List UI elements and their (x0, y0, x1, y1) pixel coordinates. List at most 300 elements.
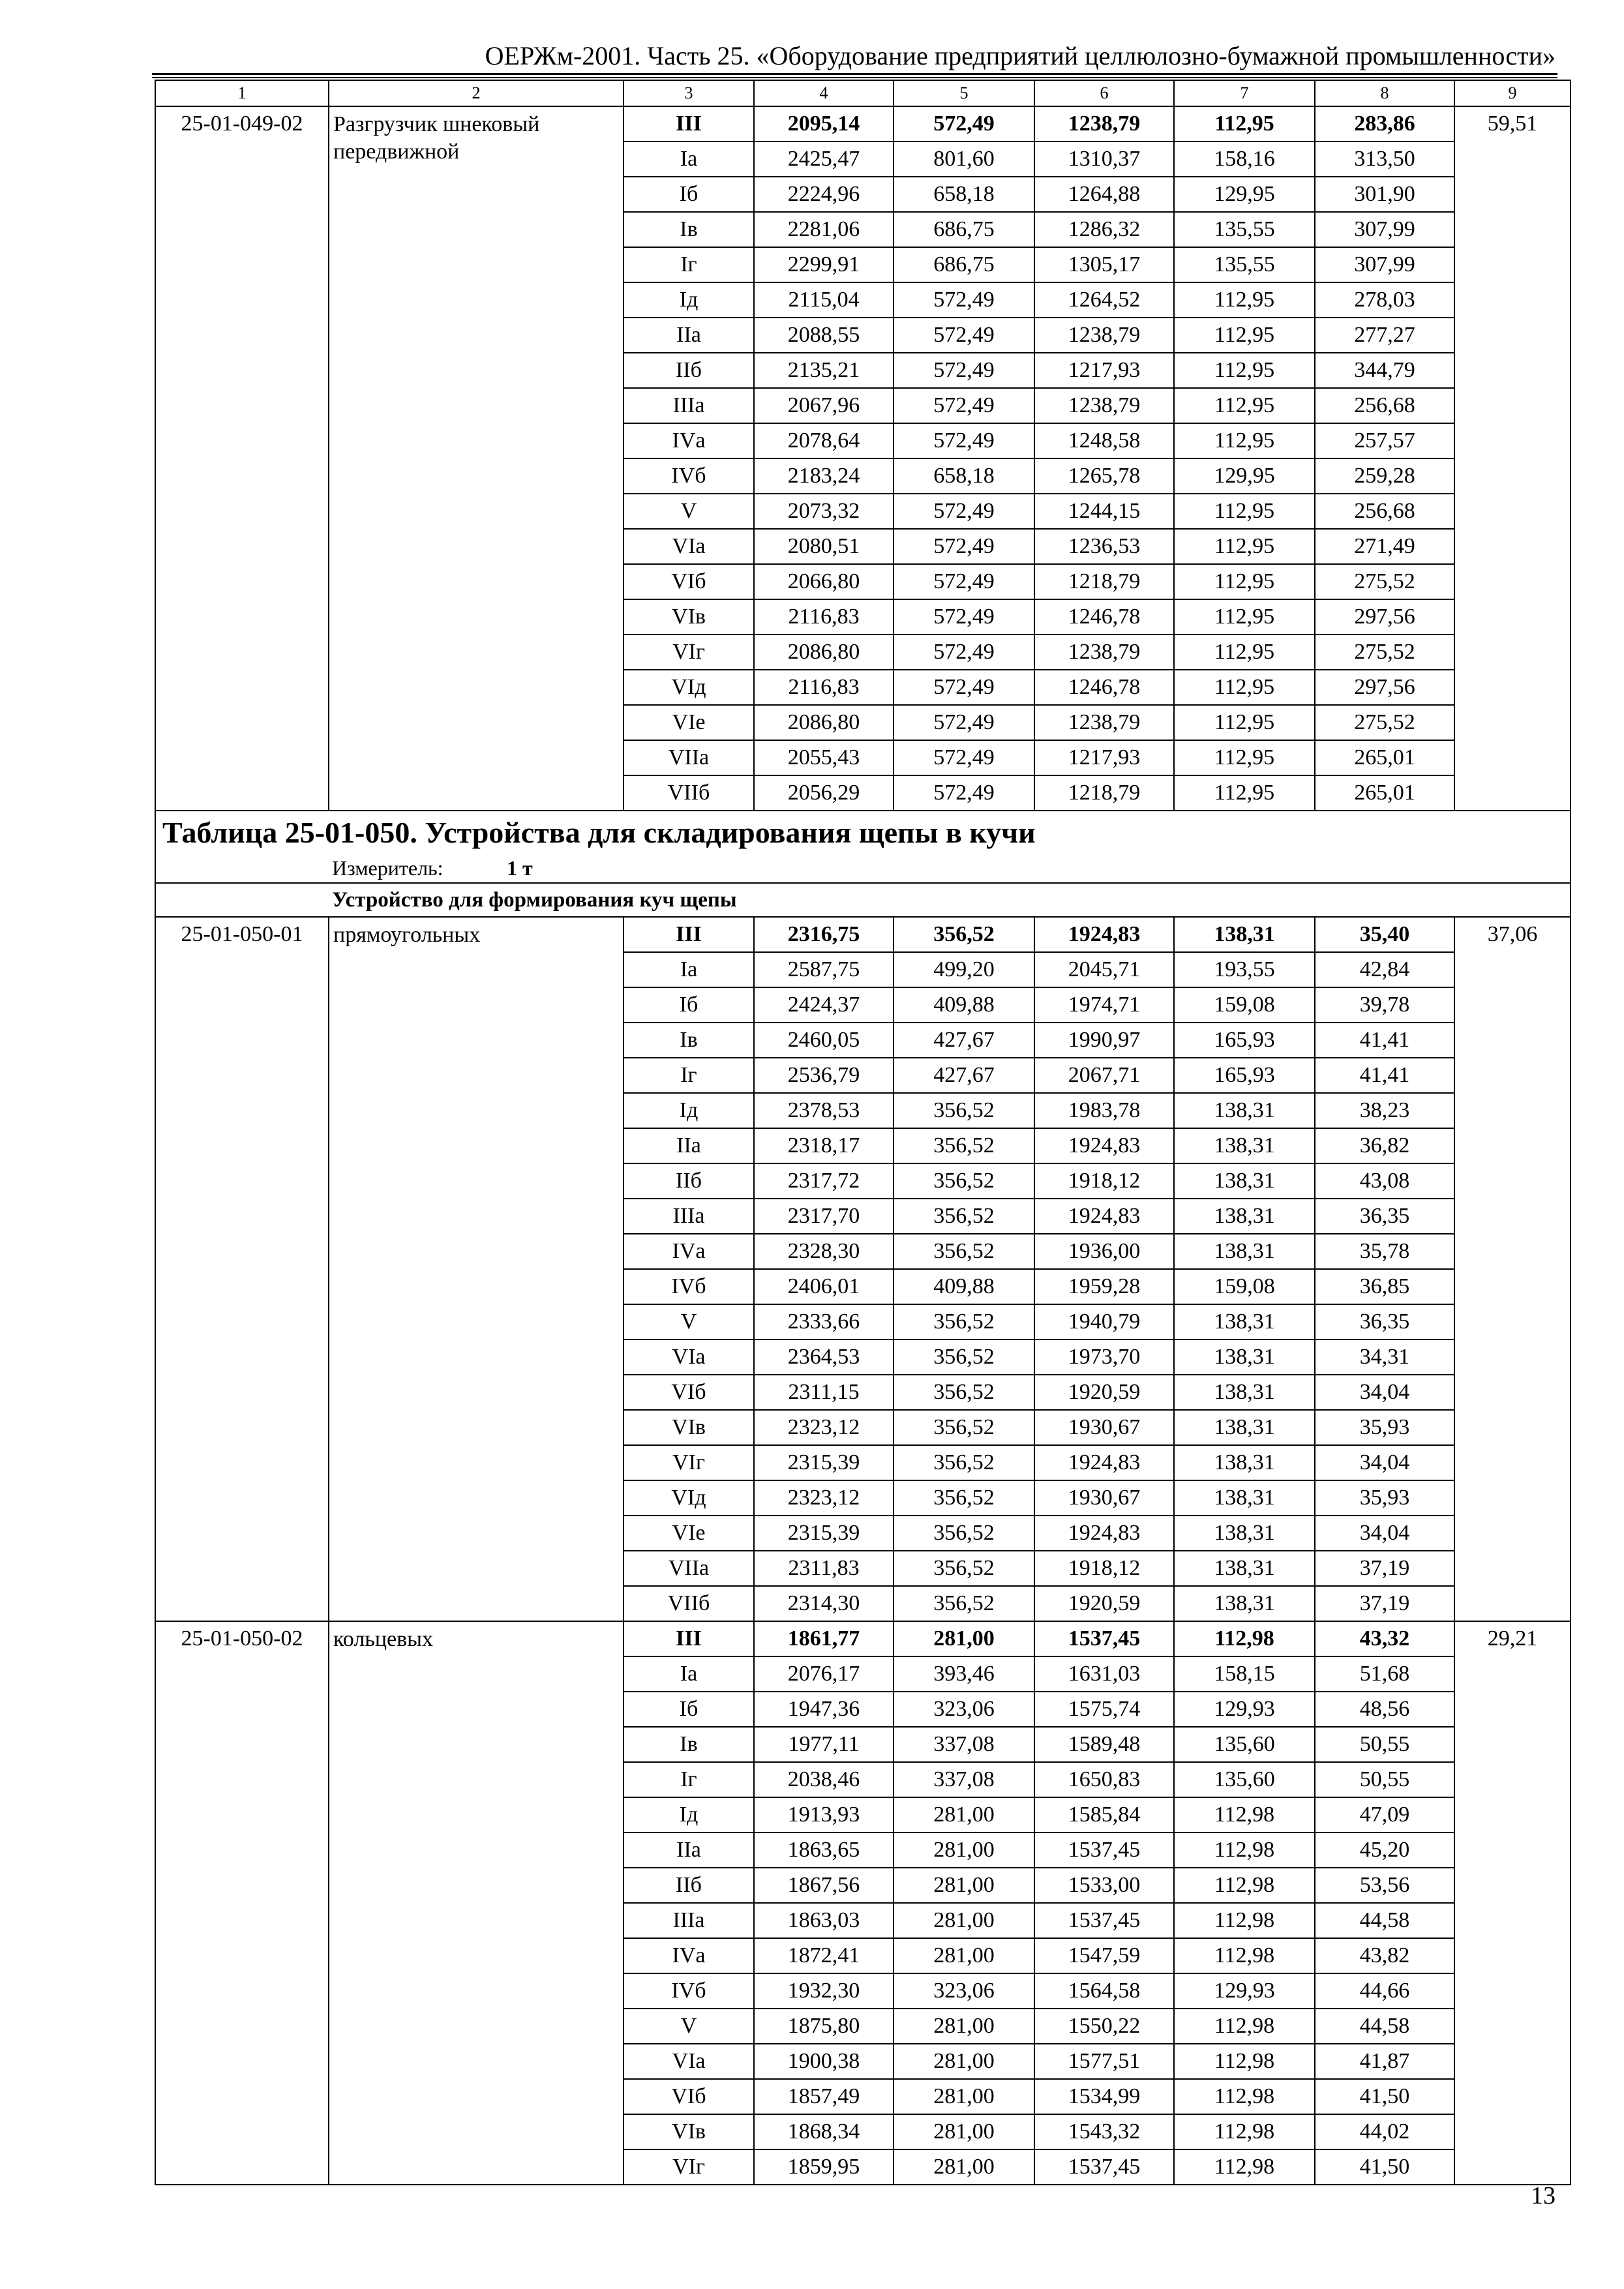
value-cell: 44,02 (1315, 2114, 1454, 2149)
value-cell: 2425,47 (754, 142, 894, 177)
value-cell: 1918,12 (1034, 1551, 1174, 1586)
value-cell: 138,31 (1174, 1234, 1315, 1269)
zone-cell: V (624, 494, 754, 529)
zone-cell: VIв (624, 1410, 754, 1445)
value-cell: 686,75 (894, 212, 1034, 247)
value-cell: 427,67 (894, 1058, 1034, 1093)
column-number: 8 (1315, 80, 1454, 106)
value-cell: 138,31 (1174, 1093, 1315, 1128)
zone-cell: VIг (624, 2149, 754, 2185)
value-cell: 112,98 (1174, 2009, 1315, 2044)
value-cell: 1863,65 (754, 1833, 894, 1868)
value-cell: 44,58 (1315, 1903, 1454, 1938)
value-cell: 2116,83 (754, 599, 894, 635)
value-cell: 2066,80 (754, 564, 894, 599)
value-cell: 112,98 (1174, 1938, 1315, 1973)
value-cell: 2311,83 (754, 1551, 894, 1586)
value-cell: 135,60 (1174, 1727, 1315, 1762)
rate-name: кольцевых (329, 1621, 624, 2185)
value-cell: 138,31 (1174, 1199, 1315, 1234)
value-cell: 34,31 (1315, 1339, 1454, 1375)
value-cell: 138,31 (1174, 1480, 1315, 1516)
value-cell: 158,16 (1174, 142, 1315, 177)
value-cell: 1940,79 (1034, 1304, 1174, 1339)
zone-cell: Iа (624, 1656, 754, 1692)
value-cell: 112,98 (1174, 1621, 1315, 1656)
column-number: 2 (329, 80, 624, 106)
value-cell: 50,55 (1315, 1762, 1454, 1797)
value-cell: 138,31 (1174, 1516, 1315, 1551)
value-cell: 112,95 (1174, 106, 1315, 142)
zone-cell: V (624, 2009, 754, 2044)
value-cell: 1246,78 (1034, 599, 1174, 635)
value-cell: 1305,17 (1034, 247, 1174, 282)
value-cell: 48,56 (1315, 1692, 1454, 1727)
column-number: 3 (624, 80, 754, 106)
value-cell: 129,95 (1174, 458, 1315, 494)
zone-cell: Iв (624, 212, 754, 247)
value-cell: 572,49 (894, 529, 1034, 564)
rate-name: Разгрузчик шнековый передвижной (329, 106, 624, 811)
value-cell: 281,00 (894, 2079, 1034, 2114)
value-cell: 1218,79 (1034, 564, 1174, 599)
value-cell: 44,58 (1315, 2009, 1454, 2044)
value-cell: 41,41 (1315, 1023, 1454, 1058)
value-cell: 2045,71 (1034, 952, 1174, 987)
value-cell: 265,01 (1315, 740, 1454, 775)
value-cell: 1930,67 (1034, 1480, 1174, 1516)
value-cell: 1218,79 (1034, 775, 1174, 811)
zone-cell: III (624, 917, 754, 952)
zone-cell: IVа (624, 1938, 754, 1973)
value-cell: 1537,45 (1034, 1833, 1174, 1868)
value-cell: 356,52 (894, 1410, 1034, 1445)
value-cell: 281,00 (894, 1621, 1034, 1656)
value-cell: 572,49 (894, 353, 1034, 388)
value-cell: 1238,79 (1034, 106, 1174, 142)
value-cell: 41,50 (1315, 2149, 1454, 2185)
value-cell: 138,31 (1174, 1163, 1315, 1199)
zone-cell: V (624, 1304, 754, 1339)
value-cell: 275,52 (1315, 564, 1454, 599)
value-cell: 572,49 (894, 705, 1034, 740)
value-cell: 281,00 (894, 2009, 1034, 2044)
zone-cell: VIб (624, 2079, 754, 2114)
value-cell: 801,60 (894, 142, 1034, 177)
value-cell: 281,00 (894, 1797, 1034, 1833)
value-cell: 1564,58 (1034, 1973, 1174, 2009)
value-cell: 572,49 (894, 423, 1034, 458)
value-cell: 1550,22 (1034, 2009, 1174, 2044)
column-number: 4 (754, 80, 894, 106)
table-row (155, 917, 1571, 952)
value-cell: 572,49 (894, 388, 1034, 423)
value-cell: 112,95 (1174, 705, 1315, 740)
value-cell: 37,19 (1315, 1551, 1454, 1586)
value-cell: 2406,01 (754, 1269, 894, 1304)
zone-cell: Iб (624, 987, 754, 1023)
zone-cell: IVб (624, 1973, 754, 2009)
value-cell: 1537,45 (1034, 1903, 1174, 1938)
value-cell: 1537,45 (1034, 1621, 1174, 1656)
value-cell: 1585,84 (1034, 1797, 1174, 1833)
value-cell: 1547,59 (1034, 1938, 1174, 1973)
value-cell: 2095,14 (754, 106, 894, 142)
value-cell: 356,52 (894, 1516, 1034, 1551)
value-cell: 53,56 (1315, 1868, 1454, 1903)
value-cell: 112,95 (1174, 599, 1315, 635)
value-cell: 2318,17 (754, 1128, 894, 1163)
value-cell: 356,52 (894, 1128, 1034, 1163)
value-cell: 2315,39 (754, 1445, 894, 1480)
value-cell: 1974,71 (1034, 987, 1174, 1023)
value-cell: 1238,79 (1034, 705, 1174, 740)
value-cell: 409,88 (894, 1269, 1034, 1304)
value-cell: 135,55 (1174, 247, 1315, 282)
header-rule-bottom (152, 77, 1557, 78)
value-cell: 112,95 (1174, 670, 1315, 705)
value-cell: 2323,12 (754, 1410, 894, 1445)
value-cell: 572,49 (894, 775, 1034, 811)
value-cell: 2067,96 (754, 388, 894, 423)
column-number-row (155, 80, 1571, 106)
zone-cell: VIе (624, 705, 754, 740)
value-cell: 572,49 (894, 106, 1034, 142)
value-cell: 42,84 (1315, 952, 1454, 987)
value-cell: 283,86 (1315, 106, 1454, 142)
value-cell: 1947,36 (754, 1692, 894, 1727)
value-cell: 1217,93 (1034, 740, 1174, 775)
value-cell: 1924,83 (1034, 917, 1174, 952)
value-cell: 277,27 (1315, 318, 1454, 353)
value-cell: 44,66 (1315, 1973, 1454, 2009)
zone-cell: VIг (624, 635, 754, 670)
value-cell: 1244,15 (1034, 494, 1174, 529)
value-cell: 2115,04 (754, 282, 894, 318)
value-cell: 572,49 (894, 282, 1034, 318)
zone-cell: VIг (624, 1445, 754, 1480)
zone-cell: Iв (624, 1023, 754, 1058)
value-cell: 1534,99 (1034, 2079, 1174, 2114)
measure-row (155, 854, 1571, 883)
zone-cell: IVб (624, 1269, 754, 1304)
value-cell: 2333,66 (754, 1304, 894, 1339)
zone-cell: Iг (624, 1058, 754, 1093)
value-cell: 2076,17 (754, 1656, 894, 1692)
zone-cell: IIIа (624, 1903, 754, 1938)
value-cell: 356,52 (894, 1586, 1034, 1621)
value-cell: 275,52 (1315, 635, 1454, 670)
value-cell: 2328,30 (754, 1234, 894, 1269)
zone-cell: VIв (624, 2114, 754, 2149)
value-cell: 45,20 (1315, 1833, 1454, 1868)
zone-cell: Iг (624, 1762, 754, 1797)
zone-cell: IIб (624, 1163, 754, 1199)
value-cell: 1577,51 (1034, 2044, 1174, 2079)
value-cell: 2116,83 (754, 670, 894, 705)
zone-cell: Iг (624, 247, 754, 282)
column-number: 7 (1174, 80, 1315, 106)
value-cell: 1533,00 (1034, 1868, 1174, 1903)
value-cell: 2224,96 (754, 177, 894, 212)
zone-cell: Iа (624, 952, 754, 987)
measure-value: 1 т (507, 856, 533, 880)
value-cell: 39,78 (1315, 987, 1454, 1023)
value-cell: 271,49 (1315, 529, 1454, 564)
value-cell: 43,32 (1315, 1621, 1454, 1656)
value-cell: 138,31 (1174, 1304, 1315, 1339)
value-cell: 281,00 (894, 1868, 1034, 1903)
value-cell: 36,35 (1315, 1304, 1454, 1339)
value-cell: 2314,30 (754, 1586, 894, 1621)
value-cell: 356,52 (894, 1339, 1034, 1375)
value-cell: 112,95 (1174, 635, 1315, 670)
zone-cell: IIа (624, 1833, 754, 1868)
value-cell: 307,99 (1315, 212, 1454, 247)
zone-cell: Iв (624, 1727, 754, 1762)
value-cell: 356,52 (894, 1445, 1034, 1480)
value-cell: 2067,71 (1034, 1058, 1174, 1093)
value-cell: 138,31 (1174, 1551, 1315, 1586)
value-cell: 1959,28 (1034, 1269, 1174, 1304)
value-cell: 1900,38 (754, 2044, 894, 2079)
subheading-row (155, 883, 1571, 917)
value-cell: 43,82 (1315, 1938, 1454, 1973)
value-cell: 138,31 (1174, 1375, 1315, 1410)
value-cell: 297,56 (1315, 599, 1454, 635)
value-cell: 36,82 (1315, 1128, 1454, 1163)
value-cell: 2316,75 (754, 917, 894, 952)
zone-cell: VIд (624, 1480, 754, 1516)
zone-cell: VIе (624, 1516, 754, 1551)
zone-cell: VIб (624, 564, 754, 599)
value-cell: 1924,83 (1034, 1445, 1174, 1480)
value-cell: 323,06 (894, 1692, 1034, 1727)
value-cell: 1248,58 (1034, 423, 1174, 458)
column-number: 9 (1454, 80, 1571, 106)
value-cell: 1936,00 (1034, 1234, 1174, 1269)
value-cell: 2364,53 (754, 1339, 894, 1375)
value-cell: 1924,83 (1034, 1128, 1174, 1163)
value-cell: 138,31 (1174, 1586, 1315, 1621)
value-cell: 34,04 (1315, 1445, 1454, 1480)
rate-code: 25-01-050-01 (155, 917, 329, 1621)
value-cell: 1589,48 (1034, 1727, 1174, 1762)
value-cell: 278,03 (1315, 282, 1454, 318)
value-cell: 275,52 (1315, 705, 1454, 740)
value-cell: 1920,59 (1034, 1586, 1174, 1621)
value-cell: 34,04 (1315, 1375, 1454, 1410)
measure-cell (155, 854, 1571, 883)
value-cell: 159,08 (1174, 1269, 1315, 1304)
rate-code: 25-01-050-02 (155, 1621, 329, 2185)
column-number: 5 (894, 80, 1034, 106)
value-cell: 1875,80 (754, 2009, 894, 2044)
zone-cell: IIа (624, 1128, 754, 1163)
value-cell: 1861,77 (754, 1621, 894, 1656)
value-cell: 257,57 (1315, 423, 1454, 458)
value-cell: 297,56 (1315, 670, 1454, 705)
zone-cell: VIд (624, 670, 754, 705)
value-cell: 1932,30 (754, 1973, 894, 2009)
table-title: Таблица 25-01-050. Устройства для складирования щепы в кучи (155, 811, 1571, 854)
value-cell: 2460,05 (754, 1023, 894, 1058)
value-cell: 34,04 (1315, 1516, 1454, 1551)
value-cell: 112,98 (1174, 2149, 1315, 2185)
table-row (155, 106, 1571, 142)
value-cell: 1238,79 (1034, 388, 1174, 423)
value-cell: 1913,93 (754, 1797, 894, 1833)
value-cell: 281,00 (894, 2114, 1034, 2149)
value-cell: 2086,80 (754, 705, 894, 740)
col9-value: 59,51 (1454, 106, 1571, 811)
zone-cell: IIб (624, 353, 754, 388)
value-cell: 37,19 (1315, 1586, 1454, 1621)
value-cell: 193,55 (1174, 952, 1315, 987)
value-cell: 281,00 (894, 1903, 1034, 1938)
zone-cell: IVа (624, 1234, 754, 1269)
page-number: 13 (1531, 2182, 1556, 2209)
zone-cell: VIа (624, 2044, 754, 2079)
value-cell: 256,68 (1315, 494, 1454, 529)
column-number: 6 (1034, 80, 1174, 106)
value-cell: 129,93 (1174, 1973, 1315, 2009)
value-cell: 256,68 (1315, 388, 1454, 423)
value-cell: 2183,24 (754, 458, 894, 494)
value-cell: 159,08 (1174, 987, 1315, 1023)
value-cell: 112,98 (1174, 1797, 1315, 1833)
value-cell: 499,20 (894, 952, 1034, 987)
value-cell: 1631,03 (1034, 1656, 1174, 1692)
value-cell: 138,31 (1174, 1128, 1315, 1163)
value-cell: 1238,79 (1034, 318, 1174, 353)
value-cell: 1930,67 (1034, 1410, 1174, 1445)
value-cell: 2088,55 (754, 318, 894, 353)
value-cell: 356,52 (894, 1480, 1034, 1516)
value-cell: 2073,32 (754, 494, 894, 529)
value-cell: 112,98 (1174, 2114, 1315, 2149)
value-cell: 135,60 (1174, 1762, 1315, 1797)
value-cell: 1265,78 (1034, 458, 1174, 494)
value-cell: 2078,64 (754, 423, 894, 458)
value-cell: 1863,03 (754, 1903, 894, 1938)
value-cell: 47,09 (1315, 1797, 1454, 1833)
value-cell: 112,95 (1174, 423, 1315, 458)
value-cell: 1990,97 (1034, 1023, 1174, 1058)
value-cell: 112,98 (1174, 1868, 1315, 1903)
value-cell: 1977,11 (754, 1727, 894, 1762)
zone-cell: VIа (624, 1339, 754, 1375)
value-cell: 158,15 (1174, 1656, 1315, 1692)
value-cell: 344,79 (1315, 353, 1454, 388)
value-cell: 41,50 (1315, 2079, 1454, 2114)
value-cell: 313,50 (1315, 142, 1454, 177)
value-cell: 2055,43 (754, 740, 894, 775)
value-cell: 35,93 (1315, 1480, 1454, 1516)
value-cell: 2135,21 (754, 353, 894, 388)
value-cell: 1310,37 (1034, 142, 1174, 177)
value-cell: 1867,56 (754, 1868, 894, 1903)
page-header: ОЕРЖм-2001. Часть 25. «Оборудование предприятий целлюлозно-бумажной промышленности» (485, 41, 1556, 70)
value-cell: 112,98 (1174, 2044, 1315, 2079)
value-cell: 138,31 (1174, 1339, 1315, 1375)
value-cell: 112,95 (1174, 494, 1315, 529)
value-cell: 112,95 (1174, 282, 1315, 318)
value-cell: 165,93 (1174, 1058, 1315, 1093)
zone-cell: Iа (624, 142, 754, 177)
value-cell: 1246,78 (1034, 670, 1174, 705)
value-cell: 1543,32 (1034, 2114, 1174, 2149)
value-cell: 281,00 (894, 2149, 1034, 2185)
value-cell: 572,49 (894, 599, 1034, 635)
value-cell: 1924,83 (1034, 1516, 1174, 1551)
value-cell: 307,99 (1315, 247, 1454, 282)
value-cell: 165,93 (1174, 1023, 1315, 1058)
zone-cell: VIIб (624, 1586, 754, 1621)
value-cell: 2281,06 (754, 212, 894, 247)
zone-cell: IIб (624, 1868, 754, 1903)
value-cell: 2378,53 (754, 1093, 894, 1128)
zone-cell: VIб (624, 1375, 754, 1410)
value-cell: 658,18 (894, 458, 1034, 494)
value-cell: 572,49 (894, 670, 1034, 705)
value-cell: 2311,15 (754, 1375, 894, 1410)
value-cell: 356,52 (894, 1304, 1034, 1339)
value-cell: 356,52 (894, 1199, 1034, 1234)
table-subheading: Устройство для формирования куч щепы (155, 883, 1571, 917)
value-cell: 138,31 (1174, 1410, 1315, 1445)
value-cell: 1868,34 (754, 2114, 894, 2149)
value-cell: 1920,59 (1034, 1375, 1174, 1410)
value-cell: 1236,53 (1034, 529, 1174, 564)
value-cell: 1973,70 (1034, 1339, 1174, 1375)
value-cell: 112,95 (1174, 353, 1315, 388)
value-cell: 1650,83 (1034, 1762, 1174, 1797)
value-cell: 572,49 (894, 635, 1034, 670)
value-cell: 572,49 (894, 740, 1034, 775)
zone-cell: Iд (624, 1797, 754, 1833)
zone-cell: VIIа (624, 1551, 754, 1586)
value-cell: 686,75 (894, 247, 1034, 282)
value-cell: 1575,74 (1034, 1692, 1174, 1727)
value-cell: 1238,79 (1034, 635, 1174, 670)
value-cell: 356,52 (894, 1093, 1034, 1128)
value-cell: 409,88 (894, 987, 1034, 1023)
zone-cell: Iд (624, 282, 754, 318)
zone-cell: III (624, 106, 754, 142)
value-cell: 356,52 (894, 1375, 1034, 1410)
value-cell: 112,95 (1174, 318, 1315, 353)
value-cell: 35,93 (1315, 1410, 1454, 1445)
value-cell: 1264,52 (1034, 282, 1174, 318)
value-cell: 112,95 (1174, 740, 1315, 775)
value-cell: 2424,37 (754, 987, 894, 1023)
value-cell: 281,00 (894, 1938, 1034, 1973)
value-cell: 265,01 (1315, 775, 1454, 811)
value-cell: 427,67 (894, 1023, 1034, 1058)
rates-table (155, 80, 1571, 2185)
value-cell: 393,46 (894, 1656, 1034, 1692)
column-number: 1 (155, 80, 329, 106)
zone-cell: VIIа (624, 740, 754, 775)
value-cell: 2080,51 (754, 529, 894, 564)
value-cell: 1537,45 (1034, 2149, 1174, 2185)
rate-code: 25-01-049-02 (155, 106, 329, 811)
value-cell: 356,52 (894, 1234, 1034, 1269)
table-title-row (155, 811, 1571, 854)
value-cell: 301,90 (1315, 177, 1454, 212)
value-cell: 112,95 (1174, 388, 1315, 423)
